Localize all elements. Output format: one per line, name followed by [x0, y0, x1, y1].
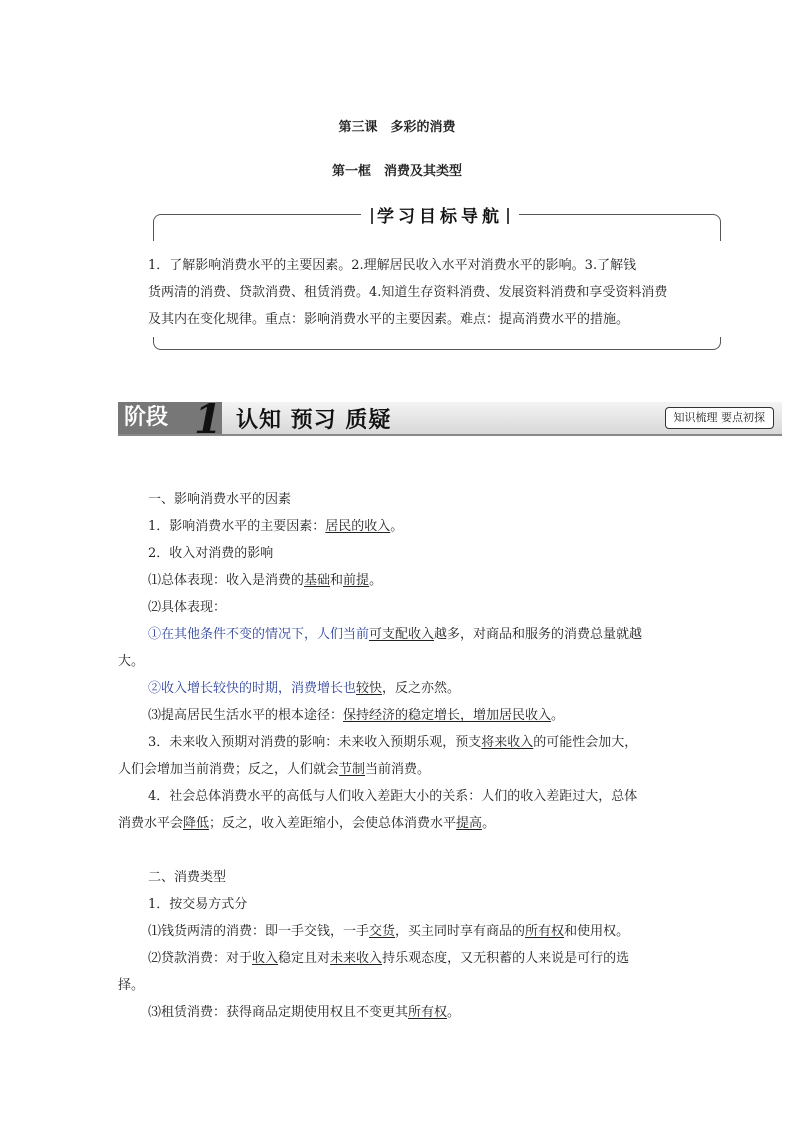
- goals-line-2: 货两清的消费、贷款消费、租赁消费。4.知道生存资料消费、发展资料消费和享受资料消费: [148, 285, 668, 300]
- s1-item-2-1: ⑴总体表现：收入是消费的基础和前提。: [148, 573, 383, 588]
- stage-tag: 知识梳理 要点初探: [665, 407, 775, 429]
- blank-answer: 节制: [339, 762, 366, 777]
- blank-answer: 将来收入: [481, 735, 534, 750]
- s2-item-1-3: ⑶租赁消费：获得商品定期使用权且不变更其所有权。: [148, 1005, 461, 1020]
- section-2-title: 二、消费类型: [148, 870, 227, 885]
- section-1-title: 一、影响消费水平的因素: [148, 492, 292, 507]
- stage-banner: [118, 396, 782, 443]
- s2-item-1-2: ⑵贷款消费：对于收入稳定且对未来收入持乐观态度，又无积蓄的人来说是可行的选: [148, 951, 630, 966]
- lesson-title: 第三课 多彩的消费: [338, 120, 456, 135]
- s1-item-4: 4．社会总体消费水平的高低与人们收入差距大小的关系：人们的收入差距过大，总体: [148, 789, 638, 804]
- goals-line-1: 1．了解影响消费水平的主要因素。2.理解居民收入水平对消费水平的影响。3.了解钱: [148, 258, 637, 273]
- s1-item-2: 2．收入对消费的影响: [148, 546, 274, 561]
- blank-answer: 基础: [304, 573, 331, 588]
- s1-item-2-2-a-cont: 大。: [118, 654, 145, 669]
- goals-box-bottom-border: [153, 337, 721, 350]
- s1-item-2-3: ⑶提高居民生活水平的根本途径：保持经济的稳定增长，增加居民收入。: [148, 708, 565, 723]
- blank-answer: 未来收入: [330, 951, 383, 966]
- s1-item-2-2: ⑵具体表现：: [148, 600, 227, 615]
- blank-answer: 所有权: [408, 1005, 448, 1020]
- blank-answer: 所有权: [525, 924, 565, 939]
- blank-answer: 较快: [356, 681, 383, 696]
- blank-answer: 可支配收入: [369, 627, 435, 642]
- blank-answer: 提高: [456, 816, 483, 831]
- goals-heading-text: 学习目标导航: [377, 207, 503, 227]
- stage-heading: 认知 预习 质疑: [236, 407, 392, 433]
- s1-item-1: 1．影响消费水平的主要因素：居民的收入。: [148, 519, 404, 534]
- blank-answer: 交货: [369, 924, 396, 939]
- s1-item-2-2-a: ①在其他条件不变的情况下，人们当前可支配收入越多，对商品和服务的消费总量就越: [148, 627, 643, 642]
- s1-item-3: 3．未来收入预期对消费的影响：未来收入预期乐观，预支将来收入的可能性会加大，: [148, 735, 638, 750]
- stage-label: 阶段: [118, 402, 222, 434]
- s1-item-2-2-b: ②收入增长较快的时期，消费增长也较快，反之亦然。: [148, 681, 461, 696]
- goals-line-3: 及其内在变化规律。重点：影响消费水平的主要因素。难点：提高消费水平的措施。: [148, 312, 630, 327]
- goals-heading: [361, 202, 519, 227]
- blank-answer: 居民的收入: [325, 519, 391, 534]
- stage-number: 1: [194, 396, 222, 443]
- s2-item-1: 1．按交易方式分: [148, 897, 248, 912]
- main-content: [118, 486, 684, 1026]
- s2-item-1-1: ⑴钱货两清的消费：即一手交钱，一手交货，买主同时享有商品的所有权和使用权。: [148, 924, 630, 939]
- s1-item-3-cont: 人们会增加当前消费；反之，人们就会节制当前消费。: [118, 762, 431, 777]
- heading-left-bar-icon: [371, 208, 373, 224]
- s2-item-1-2-cont: 择。: [118, 978, 145, 993]
- blank-answer: 收入: [252, 951, 279, 966]
- blank-answer: 降低: [183, 816, 210, 831]
- section-title: 第一框 消费及其类型: [331, 164, 462, 179]
- blank-answer: 保持经济的稳定增长，增加居民收入: [343, 708, 552, 723]
- heading-right-bar-icon: [507, 208, 509, 224]
- s1-item-4-cont: 消费水平会降低；反之，收入差距缩小，会使总体消费水平提高。: [118, 816, 496, 831]
- goals-text: [148, 252, 678, 333]
- blank-answer: 前提: [343, 573, 370, 588]
